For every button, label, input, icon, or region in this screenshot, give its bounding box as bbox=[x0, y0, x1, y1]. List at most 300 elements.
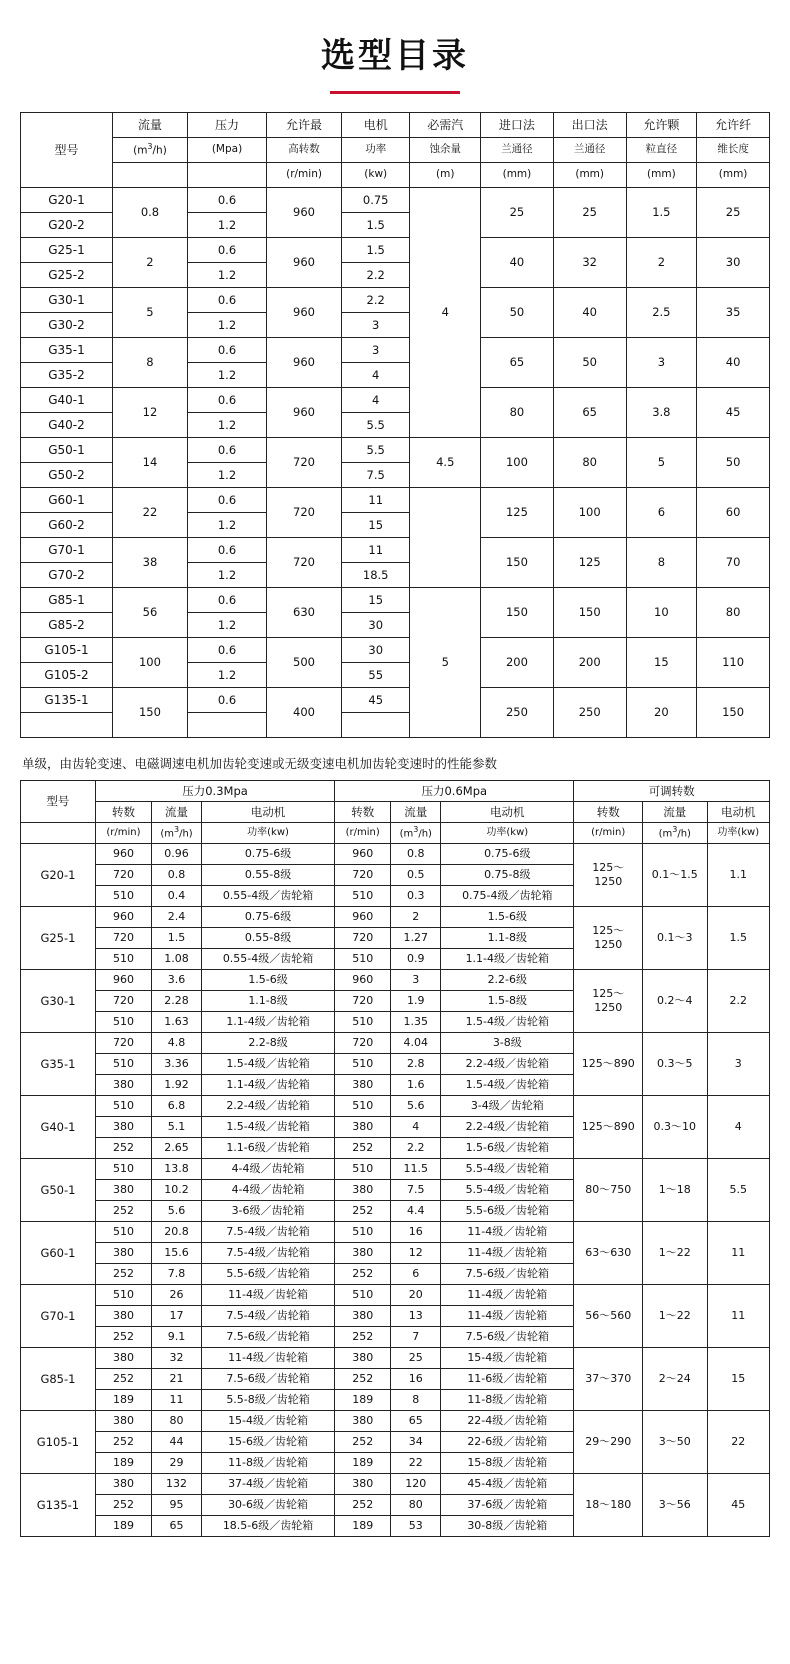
cell-motor-p06: 15-4级／齿轮箱 bbox=[441, 1348, 574, 1369]
header-group-0.6mpa: 压力0.6Mpa bbox=[335, 781, 574, 802]
header-unit-power: 功率(kw) bbox=[707, 823, 769, 844]
cell-particle-size: 15 bbox=[626, 638, 697, 688]
cell-pressure: 0.6 bbox=[187, 438, 266, 463]
cell-particle-size: 5 bbox=[626, 438, 697, 488]
cell-flow: 14 bbox=[113, 438, 188, 488]
cell-model: G40-1 bbox=[21, 388, 113, 413]
cell-speed-p03: 720 bbox=[95, 991, 151, 1012]
cell-motor-p03: 1.1-4级／齿轮箱 bbox=[201, 1012, 334, 1033]
cell-flow-p06: 5.6 bbox=[391, 1096, 441, 1117]
cell-pressure: 0.6 bbox=[187, 688, 266, 713]
cell-motor-power: 7.5 bbox=[341, 463, 409, 488]
cell-model: G20-2 bbox=[21, 213, 113, 238]
cell-outlet-dn: 65 bbox=[553, 388, 626, 438]
cell-speed-p06: 720 bbox=[335, 928, 391, 949]
cell-motor-p03: 0.55-4级／齿轮箱 bbox=[201, 949, 334, 970]
cell-flow-p06: 4.04 bbox=[391, 1033, 441, 1054]
cell-speed-p06: 189 bbox=[335, 1516, 391, 1537]
cell-model: G40-1 bbox=[21, 1096, 96, 1159]
cell-particle-size: 3.8 bbox=[626, 388, 697, 438]
cell-npsh: 4.5 bbox=[410, 438, 481, 488]
cell-adjustable-power: 4 bbox=[707, 1096, 769, 1159]
header-col-0-line3 bbox=[113, 163, 188, 188]
table-row bbox=[21, 388, 770, 413]
cell-adjustable-power: 11 bbox=[707, 1285, 769, 1348]
cell-flow-p06: 16 bbox=[391, 1369, 441, 1390]
cell-speed-p06: 720 bbox=[335, 991, 391, 1012]
header-col-5-line2: 兰通径 bbox=[481, 138, 554, 163]
header-unit-power: 功率(kw) bbox=[201, 823, 334, 844]
table-row bbox=[21, 188, 770, 213]
cell-flow-p06: 2.8 bbox=[391, 1054, 441, 1075]
cell-pressure: 0.6 bbox=[187, 288, 266, 313]
header-col-8-line2: 维长度 bbox=[697, 138, 770, 163]
cell-pressure: 1.2 bbox=[187, 413, 266, 438]
cell-flow-p06: 7.5 bbox=[391, 1180, 441, 1201]
cell-speed-p06: 252 bbox=[335, 1327, 391, 1348]
table-row bbox=[21, 638, 770, 663]
cell-flow-p06: 25 bbox=[391, 1348, 441, 1369]
cell-speed-p03: 189 bbox=[95, 1516, 151, 1537]
cell-motor-power: 11 bbox=[341, 488, 409, 513]
cell-fiber-length: 150 bbox=[697, 688, 770, 738]
cell-flow: 0.8 bbox=[113, 188, 188, 238]
cell-motor-p03: 15-6级／齿轮箱 bbox=[201, 1432, 334, 1453]
cell-motor-power bbox=[341, 713, 409, 738]
cell-speed-p06: 960 bbox=[335, 844, 391, 865]
table-row bbox=[21, 488, 770, 513]
cell-speed-p03: 720 bbox=[95, 928, 151, 949]
cell-model: G30-1 bbox=[21, 288, 113, 313]
header-col-8-line3: (mm) bbox=[697, 163, 770, 188]
cell-flow-p06: 12 bbox=[391, 1243, 441, 1264]
cell-inlet-dn: 100 bbox=[481, 438, 554, 488]
header-flow: 流量 bbox=[152, 802, 202, 823]
cell-adjustable-flow: 0.1～3 bbox=[643, 907, 707, 970]
cell-adjustable-flow: 0.3～5 bbox=[643, 1033, 707, 1096]
cell-speed-p03: 380 bbox=[95, 1243, 151, 1264]
cell-flow-p06: 1.6 bbox=[391, 1075, 441, 1096]
cell-flow-p03: 3.6 bbox=[152, 970, 202, 991]
cell-particle-size: 3 bbox=[626, 338, 697, 388]
cell-pressure: 0.6 bbox=[187, 638, 266, 663]
cell-model: G30-1 bbox=[21, 970, 96, 1033]
cell-speed-p03: 510 bbox=[95, 1096, 151, 1117]
cell-motor-power: 2.2 bbox=[341, 288, 409, 313]
cell-flow-p03: 20.8 bbox=[152, 1222, 202, 1243]
table-row bbox=[21, 238, 770, 263]
table-row bbox=[21, 1474, 770, 1495]
header-col-1-line3 bbox=[187, 163, 266, 188]
cell-flow-p06: 2 bbox=[391, 907, 441, 928]
cell-speed-p06: 380 bbox=[335, 1180, 391, 1201]
header-col-1-line1: 压力 bbox=[187, 113, 266, 138]
cell-model: G50-1 bbox=[21, 438, 113, 463]
cell-flow-p06: 8 bbox=[391, 1390, 441, 1411]
cell-inlet-dn: 150 bbox=[481, 538, 554, 588]
table-row bbox=[21, 588, 770, 613]
header-motor: 电动机 bbox=[201, 802, 334, 823]
header-col-2-line3: (r/min) bbox=[267, 163, 342, 188]
cell-max-speed: 960 bbox=[267, 338, 342, 388]
header-unit-flow: $(m^3/h)$ bbox=[391, 823, 441, 844]
cell-speed-p03: 380 bbox=[95, 1411, 151, 1432]
cell-motor-p06: 7.5-6级／齿轮箱 bbox=[441, 1264, 574, 1285]
cell-pressure bbox=[187, 713, 266, 738]
cell-adjustable-flow: 1～18 bbox=[643, 1159, 707, 1222]
cell-model: G135-1 bbox=[21, 1474, 96, 1537]
header-motor: 电动机 bbox=[707, 802, 769, 823]
cell-motor-p03: 5.5-8级／齿轮箱 bbox=[201, 1390, 334, 1411]
cell-flow: 8 bbox=[113, 338, 188, 388]
cell-motor-power: 5.5 bbox=[341, 438, 409, 463]
cell-inlet-dn: 40 bbox=[481, 238, 554, 288]
page-title-block bbox=[20, 0, 770, 112]
table-row bbox=[21, 1159, 770, 1180]
cell-model: G35-2 bbox=[21, 363, 113, 388]
cell-flow-p06: 120 bbox=[391, 1474, 441, 1495]
cell-outlet-dn: 32 bbox=[553, 238, 626, 288]
cell-adjustable-power: 22 bbox=[707, 1411, 769, 1474]
cell-speed-p03: 510 bbox=[95, 1054, 151, 1075]
table-row bbox=[21, 1285, 770, 1306]
cell-model: G20-1 bbox=[21, 188, 113, 213]
cell-flow-p03: 0.96 bbox=[152, 844, 202, 865]
cell-speed-p03: 252 bbox=[95, 1201, 151, 1222]
cell-model: G50-1 bbox=[21, 1159, 96, 1222]
cell-motor-p06: 1.5-8级 bbox=[441, 991, 574, 1012]
header-col-6-line1: 出口法 bbox=[553, 113, 626, 138]
cell-speed-p06: 252 bbox=[335, 1432, 391, 1453]
table-row bbox=[21, 1348, 770, 1369]
cell-speed-p06: 720 bbox=[335, 1033, 391, 1054]
header-flow: 流量 bbox=[643, 802, 707, 823]
cell-flow-p03: 0.8 bbox=[152, 865, 202, 886]
table-row bbox=[21, 1222, 770, 1243]
table-header-row bbox=[21, 823, 770, 844]
table2-caption: 单级，由齿轮变速、电磁调速电机加齿轮变速或无级变速电机加齿轮变速时的性能参数 bbox=[22, 756, 498, 771]
cell-flow-p03: 1.08 bbox=[152, 949, 202, 970]
cell-flow-p06: 80 bbox=[391, 1495, 441, 1516]
header-unit-flow: $(m^3/h)$ bbox=[643, 823, 707, 844]
cell-flow: 2 bbox=[113, 238, 188, 288]
cell-flow-p06: 65 bbox=[391, 1411, 441, 1432]
cell-fiber-length: 25 bbox=[697, 188, 770, 238]
cell-adjustable-power: 1.1 bbox=[707, 844, 769, 907]
cell-flow-p03: 17 bbox=[152, 1306, 202, 1327]
cell-adjustable-flow: 2～24 bbox=[643, 1348, 707, 1411]
cell-speed-p06: 510 bbox=[335, 949, 391, 970]
header-col-0-line1: 流量 bbox=[113, 113, 188, 138]
cell-motor-power: 1.5 bbox=[341, 213, 409, 238]
cell-speed-p06: 510 bbox=[335, 1012, 391, 1033]
cell-adjustable-speed: 125～890 bbox=[574, 1033, 643, 1096]
cell-model: G30-2 bbox=[21, 313, 113, 338]
cell-motor-p03: 30-6级／齿轮箱 bbox=[201, 1495, 334, 1516]
cell-pressure: 1.2 bbox=[187, 363, 266, 388]
cell-motor-p03: 1.1-8级 bbox=[201, 991, 334, 1012]
cell-fiber-length: 30 bbox=[697, 238, 770, 288]
cell-adjustable-flow: 0.1～1.5 bbox=[643, 844, 707, 907]
cell-flow-p03: 6.8 bbox=[152, 1096, 202, 1117]
cell-speed-p06: 380 bbox=[335, 1117, 391, 1138]
cell-flow-p03: 65 bbox=[152, 1516, 202, 1537]
cell-motor-p06: 11-6级／齿轮箱 bbox=[441, 1369, 574, 1390]
cell-motor-p06: 11-4级／齿轮箱 bbox=[441, 1285, 574, 1306]
cell-speed-p03: 510 bbox=[95, 1159, 151, 1180]
cell-flow: 12 bbox=[113, 388, 188, 438]
cell-speed-p06: 189 bbox=[335, 1390, 391, 1411]
cell-speed-p06: 380 bbox=[335, 1243, 391, 1264]
cell-motor-p03: 1.5-4级／齿轮箱 bbox=[201, 1054, 334, 1075]
header-unit-flow: $(m^3/h)$ bbox=[152, 823, 202, 844]
cell-speed-p06: 252 bbox=[335, 1495, 391, 1516]
cell-flow-p06: 0.3 bbox=[391, 886, 441, 907]
cell-model: G20-1 bbox=[21, 844, 96, 907]
header-col-5-line3: (mm) bbox=[481, 163, 554, 188]
cell-motor-p06: 1.1-8级 bbox=[441, 928, 574, 949]
header-col-8-line1: 允许纤 bbox=[697, 113, 770, 138]
cell-inlet-dn: 125 bbox=[481, 488, 554, 538]
table-row bbox=[21, 1411, 770, 1432]
table-row bbox=[21, 844, 770, 865]
cell-flow-p03: 44 bbox=[152, 1432, 202, 1453]
cell-model: G60-2 bbox=[21, 513, 113, 538]
cell-adjustable-speed: 125～890 bbox=[574, 1096, 643, 1159]
cell-speed-p03: 510 bbox=[95, 949, 151, 970]
cell-motor-p03: 1.5-6级 bbox=[201, 970, 334, 991]
cell-flow: 150 bbox=[113, 688, 188, 738]
cell-motor-p03: 0.55-8级 bbox=[201, 928, 334, 949]
cell-speed-p03: 510 bbox=[95, 1012, 151, 1033]
cell-speed-p03: 960 bbox=[95, 970, 151, 991]
header-col-4-line3: (m) bbox=[410, 163, 481, 188]
cell-speed-p03: 380 bbox=[95, 1474, 151, 1495]
cell-flow-p03: 9.1 bbox=[152, 1327, 202, 1348]
cell-motor-p03: 0.75-6级 bbox=[201, 907, 334, 928]
cell-flow: 38 bbox=[113, 538, 188, 588]
cell-flow-p06: 3 bbox=[391, 970, 441, 991]
header-col-3-line2: 功率 bbox=[341, 138, 409, 163]
cell-model: G105-1 bbox=[21, 638, 113, 663]
cell-max-speed: 720 bbox=[267, 538, 342, 588]
cell-max-speed: 720 bbox=[267, 488, 342, 538]
cell-particle-size: 8 bbox=[626, 538, 697, 588]
cell-pressure: 1.2 bbox=[187, 213, 266, 238]
cell-motor-power: 18.5 bbox=[341, 563, 409, 588]
header-unit-speed: (r/min) bbox=[335, 823, 391, 844]
cell-motor-p03: 1.1-6级／齿轮箱 bbox=[201, 1138, 334, 1159]
cell-speed-p03: 189 bbox=[95, 1390, 151, 1411]
header-group-adjustable: 可调转数 bbox=[574, 781, 770, 802]
header-unit-speed: (r/min) bbox=[95, 823, 151, 844]
cell-motor-p03: 7.5-4级／齿轮箱 bbox=[201, 1222, 334, 1243]
cell-motor-p06: 0.75-6级 bbox=[441, 844, 574, 865]
cell-motor-p06: 5.5-6级／齿轮箱 bbox=[441, 1201, 574, 1222]
cell-adjustable-speed: 37～370 bbox=[574, 1348, 643, 1411]
cell-fiber-length: 40 bbox=[697, 338, 770, 388]
cell-outlet-dn: 50 bbox=[553, 338, 626, 388]
cell-flow-p06: 22 bbox=[391, 1453, 441, 1474]
cell-speed-p06: 380 bbox=[335, 1411, 391, 1432]
cell-motor-power: 1.5 bbox=[341, 238, 409, 263]
cell-particle-size: 10 bbox=[626, 588, 697, 638]
cell-speed-p03: 252 bbox=[95, 1327, 151, 1348]
header-col-2-line1: 允许最 bbox=[267, 113, 342, 138]
cell-pressure: 1.2 bbox=[187, 513, 266, 538]
cell-speed-p06: 189 bbox=[335, 1453, 391, 1474]
cell-inlet-dn: 65 bbox=[481, 338, 554, 388]
cell-model: G60-1 bbox=[21, 1222, 96, 1285]
cell-flow-p03: 1.92 bbox=[152, 1075, 202, 1096]
cell-motor-p03: 11-4级／齿轮箱 bbox=[201, 1348, 334, 1369]
cell-speed-p06: 252 bbox=[335, 1369, 391, 1390]
cell-flow-p06: 7 bbox=[391, 1327, 441, 1348]
cell-flow-p06: 34 bbox=[391, 1432, 441, 1453]
table-row bbox=[21, 970, 770, 991]
cell-flow-p03: 132 bbox=[152, 1474, 202, 1495]
cell-model: G85-1 bbox=[21, 1348, 96, 1411]
cell-adjustable-power: 2.2 bbox=[707, 970, 769, 1033]
cell-motor-p03: 7.5-6级／齿轮箱 bbox=[201, 1327, 334, 1348]
cell-model: G70-1 bbox=[21, 538, 113, 563]
cell-model: G60-1 bbox=[21, 488, 113, 513]
cell-motor-p06: 11-8级／齿轮箱 bbox=[441, 1390, 574, 1411]
cell-pressure: 1.2 bbox=[187, 313, 266, 338]
cell-pressure: 1.2 bbox=[187, 263, 266, 288]
cell-model: G25-1 bbox=[21, 238, 113, 263]
cell-flow: 100 bbox=[113, 638, 188, 688]
cell-motor-p06: 2.2-4级／齿轮箱 bbox=[441, 1117, 574, 1138]
cell-motor-power: 45 bbox=[341, 688, 409, 713]
cell-flow-p03: 10.2 bbox=[152, 1180, 202, 1201]
cell-pressure: 1.2 bbox=[187, 613, 266, 638]
cell-motor-power: 30 bbox=[341, 638, 409, 663]
cell-flow-p03: 5.6 bbox=[152, 1201, 202, 1222]
cell-flow-p06: 13 bbox=[391, 1306, 441, 1327]
header-col-7-line3: (mm) bbox=[626, 163, 697, 188]
cell-flow-p03: 32 bbox=[152, 1348, 202, 1369]
cell-speed-p03: 189 bbox=[95, 1453, 151, 1474]
header-group-0.3mpa: 压力0.3Mpa bbox=[95, 781, 334, 802]
cell-max-speed: 500 bbox=[267, 638, 342, 688]
cell-flow-p03: 21 bbox=[152, 1369, 202, 1390]
cell-speed-p03: 252 bbox=[95, 1264, 151, 1285]
cell-adjustable-speed: 125～ 1250 bbox=[574, 907, 643, 970]
header-motor: 电动机 bbox=[441, 802, 574, 823]
cell-motor-p06: 2.2-6级 bbox=[441, 970, 574, 991]
cell-adjustable-flow: 1～22 bbox=[643, 1285, 707, 1348]
cell-flow-p03: 15.6 bbox=[152, 1243, 202, 1264]
cell-flow-p06: 0.5 bbox=[391, 865, 441, 886]
cell-adjustable-speed: 56～560 bbox=[574, 1285, 643, 1348]
cell-max-speed: 960 bbox=[267, 288, 342, 338]
cell-speed-p06: 960 bbox=[335, 970, 391, 991]
cell-model: G25-1 bbox=[21, 907, 96, 970]
cell-outlet-dn: 150 bbox=[553, 588, 626, 638]
cell-motor-p03: 4-4级／齿轮箱 bbox=[201, 1180, 334, 1201]
cell-adjustable-speed: 125～ 1250 bbox=[574, 844, 643, 907]
cell-motor-p06: 37-6级／齿轮箱 bbox=[441, 1495, 574, 1516]
cell-speed-p06: 510 bbox=[335, 1285, 391, 1306]
cell-motor-power: 15 bbox=[341, 513, 409, 538]
cell-speed-p03: 252 bbox=[95, 1138, 151, 1159]
cell-speed-p03: 510 bbox=[95, 886, 151, 907]
header-col-5-line1: 进口法 bbox=[481, 113, 554, 138]
table-row bbox=[21, 1096, 770, 1117]
cell-motor-p06: 0.75-8级 bbox=[441, 865, 574, 886]
cell-speed-p03: 380 bbox=[95, 1180, 151, 1201]
cell-flow-p03: 13.8 bbox=[152, 1159, 202, 1180]
header-col-4-line2: 蚀余量 bbox=[410, 138, 481, 163]
cell-flow-p06: 53 bbox=[391, 1516, 441, 1537]
cell-flow-p03: 11 bbox=[152, 1390, 202, 1411]
cell-model: G85-1 bbox=[21, 588, 113, 613]
cell-adjustable-flow: 0.2～4 bbox=[643, 970, 707, 1033]
header-model: 型号 bbox=[21, 113, 113, 188]
header-col-7-line2: 粒直径 bbox=[626, 138, 697, 163]
cell-motor-p06: 5.5-4级／齿轮箱 bbox=[441, 1159, 574, 1180]
cell-motor-p03: 2.2-8级 bbox=[201, 1033, 334, 1054]
cell-flow-p06: 1.9 bbox=[391, 991, 441, 1012]
table-row bbox=[21, 688, 770, 713]
cell-motor-p06: 1.5-6级／齿轮箱 bbox=[441, 1138, 574, 1159]
cell-flow-p06: 0.9 bbox=[391, 949, 441, 970]
cell-motor-p06: 1.5-4级／齿轮箱 bbox=[441, 1075, 574, 1096]
cell-outlet-dn: 25 bbox=[553, 188, 626, 238]
cell-flow-p06: 16 bbox=[391, 1222, 441, 1243]
cell-particle-size: 1.5 bbox=[626, 188, 697, 238]
cell-motor-p06: 0.75-4级／齿轮箱 bbox=[441, 886, 574, 907]
cell-fiber-length: 50 bbox=[697, 438, 770, 488]
table-row bbox=[21, 288, 770, 313]
cell-model: G105-2 bbox=[21, 663, 113, 688]
cell-motor-power: 15 bbox=[341, 588, 409, 613]
cell-speed-p03: 252 bbox=[95, 1432, 151, 1453]
cell-model: G70-1 bbox=[21, 1285, 96, 1348]
cell-flow-p03: 0.4 bbox=[152, 886, 202, 907]
header-unit-speed: (r/min) bbox=[574, 823, 643, 844]
cell-max-speed: 400 bbox=[267, 688, 342, 738]
cell-motor-p06: 5.5-4级／齿轮箱 bbox=[441, 1180, 574, 1201]
cell-flow-p03: 7.8 bbox=[152, 1264, 202, 1285]
cell-fiber-length: 70 bbox=[697, 538, 770, 588]
cell-motor-p06: 1.5-4级／齿轮箱 bbox=[441, 1012, 574, 1033]
cell-speed-p06: 252 bbox=[335, 1138, 391, 1159]
cell-motor-p03: 15-4级／齿轮箱 bbox=[201, 1411, 334, 1432]
cell-particle-size: 2.5 bbox=[626, 288, 697, 338]
cell-model: G35-1 bbox=[21, 1033, 96, 1096]
cell-flow-p03: 2.4 bbox=[152, 907, 202, 928]
cell-motor-power: 4 bbox=[341, 363, 409, 388]
cell-speed-p06: 510 bbox=[335, 1054, 391, 1075]
header-speed: 转数 bbox=[574, 802, 643, 823]
cell-speed-p03: 380 bbox=[95, 1075, 151, 1096]
cell-motor-power: 3 bbox=[341, 313, 409, 338]
page-title: 选型目录 bbox=[321, 36, 469, 76]
cell-pressure: 0.6 bbox=[187, 188, 266, 213]
cell-speed-p03: 380 bbox=[95, 1117, 151, 1138]
cell-adjustable-power: 5.5 bbox=[707, 1159, 769, 1222]
cell-particle-size: 20 bbox=[626, 688, 697, 738]
cell-motor-p03: 3-6级／齿轮箱 bbox=[201, 1201, 334, 1222]
header-col-0-line2: $(m^3/h)$ bbox=[113, 138, 188, 163]
cell-speed-p06: 960 bbox=[335, 907, 391, 928]
cell-model: G105-1 bbox=[21, 1411, 96, 1474]
cell-motor-p03: 4-4级／齿轮箱 bbox=[201, 1159, 334, 1180]
cell-speed-p06: 510 bbox=[335, 1159, 391, 1180]
cell-motor-power: 55 bbox=[341, 663, 409, 688]
